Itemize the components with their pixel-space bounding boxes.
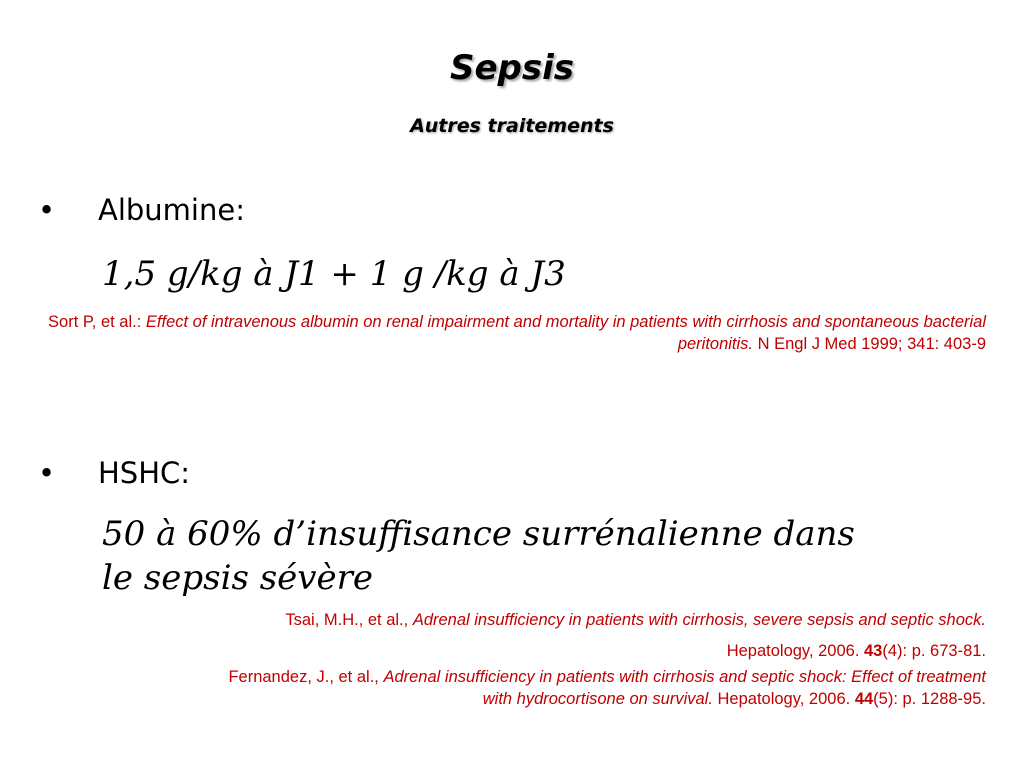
ref-title: Effect of intravenous albumin on renal impairment and mortality in patients with cirrhosis and spontaneous bacterial peritonitis.	[145, 313, 986, 353]
ref-volume: 43	[864, 642, 883, 660]
ref-pages: (5): p. 1288-95.	[873, 690, 986, 708]
hshc-statement-line2: le sepsis sévère	[102, 558, 373, 598]
albumine-reference	[46, 311, 986, 355]
bullet-albumine	[38, 193, 245, 227]
hshc-reference-tsai	[36, 609, 986, 662]
hshc-statement-line1: 50 à 60% d’insuffisance surrénalienne dans	[102, 514, 855, 554]
slide-title: Sepsis	[449, 48, 574, 88]
ref-title: Adrenal insufficiency in patients with cirrhosis, severe sepsis and septic shock.	[412, 611, 986, 629]
ref-authors: Sort P, et al.:	[48, 313, 146, 331]
ref-title-line2: with hydrocortisone on survival.	[482, 690, 713, 708]
ref-authors: Fernandez, J., et al.,	[228, 668, 384, 686]
ref-journal: Hepatology, 2006.	[712, 690, 855, 708]
albumine-label: Albumine:	[98, 193, 245, 227]
ref-pages: (4): p. 673-81.	[882, 642, 986, 660]
albumine-dose: 1,5 g/kg à J1 + 1 g /kg à J3	[102, 254, 566, 294]
hshc-statement	[102, 512, 855, 600]
ref-journal: N Engl J Med 1999; 341: 403-9	[753, 335, 986, 353]
hshc-reference-fernandez	[36, 666, 986, 710]
ref-journal: Hepatology, 2006.	[726, 642, 864, 660]
bullet-dot: •	[38, 193, 56, 227]
bullet-dot: •	[38, 456, 56, 490]
ref-title-line1: Adrenal insufficiency in patients with cirrhosis and septic shock: Effect of treatment	[383, 668, 986, 686]
bullet-hshc	[38, 456, 190, 490]
hshc-label: HSHC:	[98, 456, 191, 490]
slide-subtitle: Autres traitements	[410, 115, 614, 137]
ref-authors: Tsai, M.H., et al.,	[285, 611, 413, 629]
ref-volume: 44	[854, 690, 874, 708]
